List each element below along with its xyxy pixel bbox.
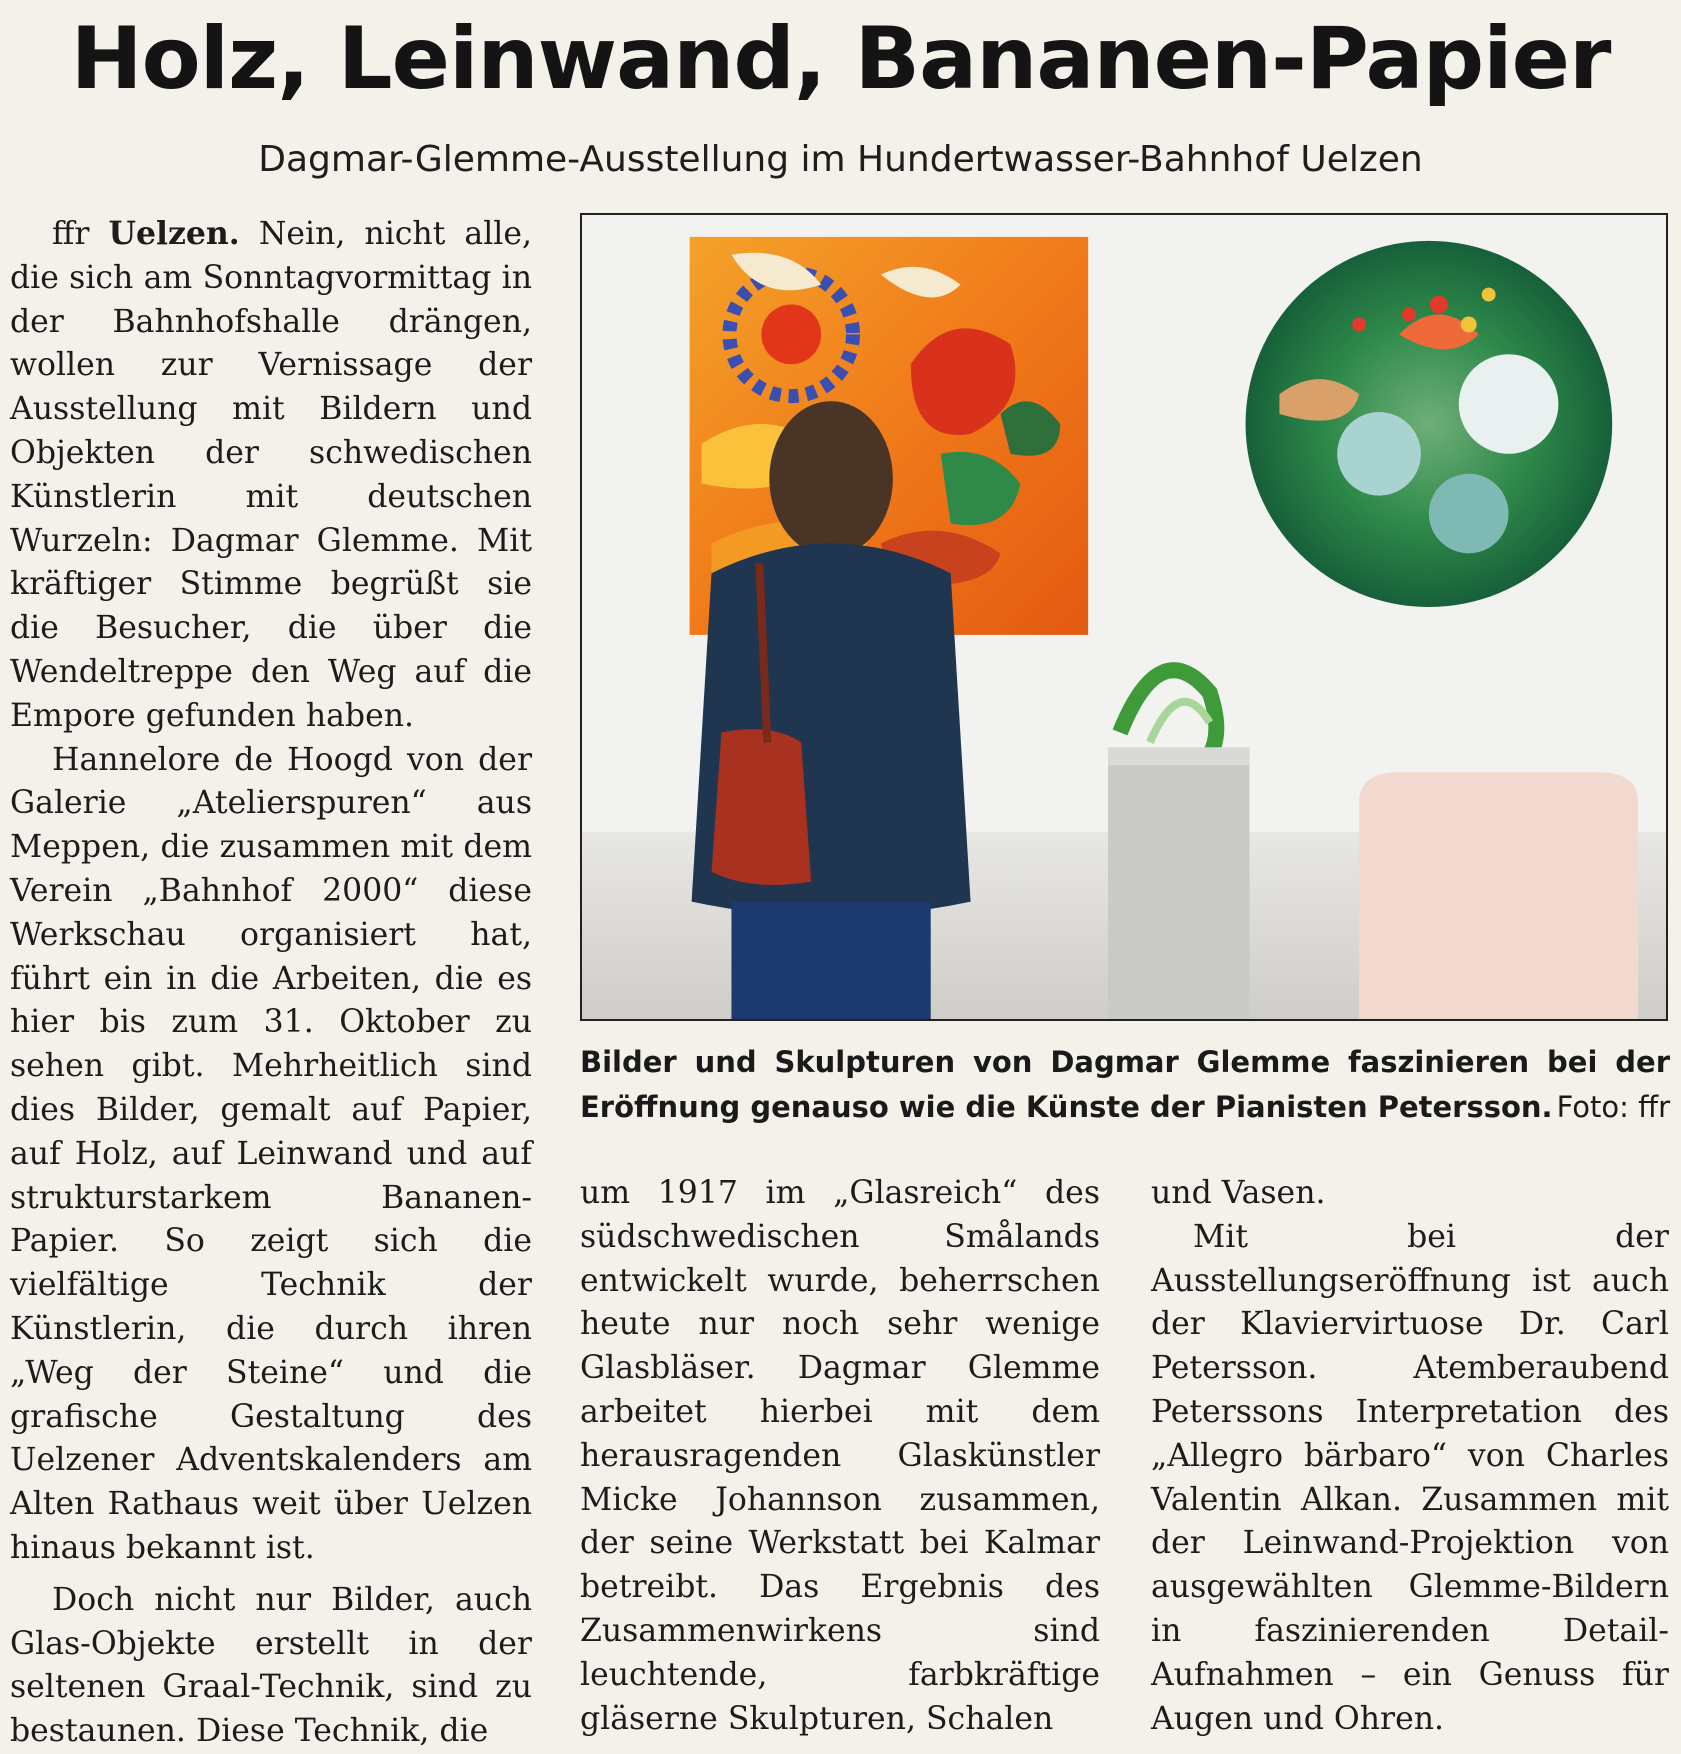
subheadline: Dagmar-Glemme-Ausstellung im Hundertwasser-Bahnhof Uelzen	[258, 139, 1423, 180]
paragraph-6: Mit bei der Ausstellungseröffnung ist auch der Klaviervirtuose Dr. Carl Petersson. Atemberaubend Peterssons Interpretation des „Allegro bärbaro“ von Charles Valentin Alkan. Zusammen mit der Leinwand-Projektion von ausgewählten Glemme-Bildern in faszinierenden Detail-Aufnahmen – ein Genuss für Augen und Ohren.	[1151, 1218, 1669, 1737]
paragraph-1-text: Nein, nicht alle, die sich am Sonntagvormittag in der Bahnhofshalle drängen, wollen zur Vernissage der Ausstellung mit Bildern und Objekten der schwedischen Künstlerin mit deutschen Wurzeln: Dagmar Glemme. Mit kräftiger Stimme begrüßt sie die Besucher, die über die Wendeltreppe den Weg auf die Empore gefunden haben.	[10, 216, 533, 734]
text-column-2	[580, 1172, 1100, 1741]
photo-illustration	[582, 215, 1666, 1019]
photo-caption	[580, 1040, 1670, 1130]
photo-credit: Foto: ffr	[1556, 1090, 1670, 1124]
paragraph-5: und Vasen.	[1151, 1175, 1326, 1211]
paragraph-4: um 1917 im „Glasreich“ des südschwedischen Smålands entwickelt wurde, beherrschen heute nur noch sehr wenige Glasbläser. Dagmar Glemme arbeitet hierbei mit dem herausragenden Glaskünstler Micke Johannson zusammen, der seine Werkstatt bei Kalmar betreibt. Das Ergebnis des Zusammenwirkens sind leuchtende, farbkräftige gläserne Skulpturen, Schalen	[580, 1175, 1100, 1737]
dateline: Uelzen.	[108, 215, 240, 252]
caption-text: Bilder und Skulpturen von Dagmar Glemme faszinieren bei der Eröffnung genauso wie die Künste der Pianisten Petersson.	[580, 1045, 1670, 1124]
byline: ffr	[52, 216, 90, 252]
chair	[1359, 772, 1638, 1019]
text-column-3	[1151, 1172, 1669, 1741]
paragraph-2: Hannelore de Hoogd von der Galerie „Atelierspuren“ aus Meppen, die zusammen mit dem Verein „Bahnhof 2000“ diese Werkschau organisiert hat, führt ein in die Arbeiten, die es hier bis zum 31. Oktober zu sehen gibt. Mehrheitlich sind dies Bilder, gemalt auf Papier, auf Holz, auf Leinwand und auf strukturstarkem Bananen-Papier. So zeigt sich die vielfältige Technik der Künstlerin, die durch ihren „Weg der Steine“ und die grafische Gestaltung des Uelzener Adventskalenders am Alten Rathaus weit über Uelzen hinaus bekannt ist.	[10, 741, 532, 1566]
round-painting	[1246, 241, 1613, 607]
headline: Holz, Leinwand, Bananen-Papier	[70, 9, 1611, 109]
text-column-1	[10, 212, 532, 1754]
article-photo	[580, 213, 1668, 1021]
paragraph-1	[10, 212, 532, 739]
paragraph-3: Doch nicht nur Bilder, auch Glas-Objekte erstellt in der seltenen Graal-Technik, sind zu bestaunen. Diese Technik, die	[10, 1581, 532, 1750]
